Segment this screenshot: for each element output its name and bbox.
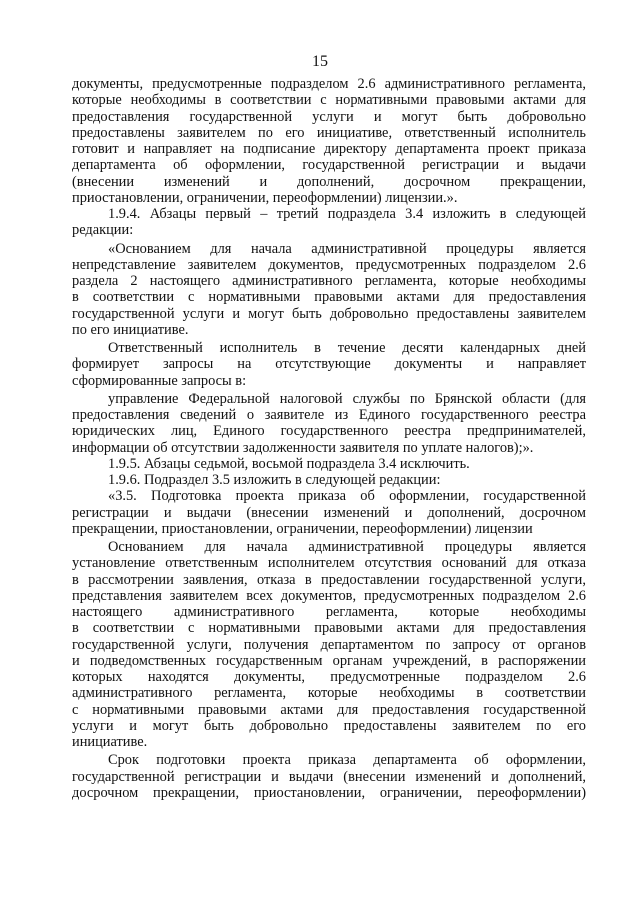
- document-body: [72, 76, 586, 801]
- text-line: Срок подготовки проекта приказа департамента об оформлении,: [108, 752, 586, 769]
- text-line: и подведомственных государственным органам учреждений, в распоряжении: [72, 652, 586, 669]
- text-line: в рассмотрении заявления, отказа в предоставлении государственной услуги,: [72, 571, 586, 588]
- text-line: которые необходимы в соответствии с нормативными правовыми актами для: [72, 92, 586, 109]
- text-line: готовит и направляет на подписание директору департамента проект приказа: [72, 141, 586, 157]
- text-line: которых находятся документы, предусмотренные подразделом 2.6: [72, 669, 586, 685]
- text-line: услуги и могут быть добровольно предоставлены заявителем по его: [72, 717, 586, 734]
- text-line: Основанием для начала административной процедуры является: [108, 539, 586, 555]
- text-line: прекращении, приостановлении, ограничении, переоформлении) лицензии: [72, 520, 533, 537]
- text-line: государственной услуги и могут быть добровольно предоставлены заявителем: [72, 305, 586, 322]
- text-line: 1.9.5. Абзацы седьмой, восьмой подраздела 3.4 исключить.: [108, 455, 470, 472]
- text-line: сформированные запросы в:: [72, 372, 247, 389]
- text-line: установление ответственным исполнителем отсутствия оснований для отказа: [72, 555, 586, 572]
- text-line: по его инициативе.: [72, 321, 189, 338]
- text-line: с нормативными правовыми актами для предоставления государственной: [72, 701, 586, 718]
- text-line: 1.9.6. Подраздел 3.5 изложить в следующей редакции:: [108, 472, 441, 488]
- text-line: документы, предусмотренные подразделом 2.6 административного регламента,: [72, 76, 586, 92]
- text-line: предоставления сведений о заявителе из Единого государственного реестра: [72, 407, 586, 423]
- text-line: предоставления государственной услуги и могут быть добровольно: [72, 108, 586, 125]
- text-line: досрочном прекращении, приостановлении, ограничении, переоформлении): [72, 784, 586, 801]
- text-line: представления заявителем всех документов, предусмотренных подразделом 2.6: [72, 587, 586, 604]
- text-line: приостановлении, ограничении, переоформлении) лицензии.».: [72, 189, 458, 206]
- text-line: редакции:: [72, 222, 134, 239]
- text-line: в соответствии с нормативными правовыми актами для предоставления: [72, 620, 586, 637]
- text-line: раздела 2 настоящего административного регламента, которые необходимы: [72, 273, 586, 289]
- text-line: управление Федеральной налоговой службы по Брянской области (для: [108, 390, 586, 407]
- text-line: «3.5. Подготовка проекта приказа об оформлении, государственной: [108, 488, 586, 505]
- text-line: в соответствии с нормативными правовыми актами для предоставления: [72, 289, 586, 306]
- text-line: предоставлены заявителем по его инициативе, ответственный исполнитель: [72, 124, 586, 141]
- text-line: юридических лиц, Единого государственного реестра предпринимателей,: [72, 423, 586, 440]
- text-line: «Основанием для начала административной процедуры является: [108, 240, 586, 257]
- text-line: государственной услуги, получения департаментом по запросу от органов: [72, 636, 586, 653]
- text-line: государственной регистрации и выдачи (внесении изменений и дополнений,: [72, 768, 586, 785]
- text-line: формирует запросы на отсутствующие документы и направляет: [72, 356, 586, 373]
- text-line: регистрации и выдачи (внесении изменений и дополнений, досрочном: [72, 504, 586, 521]
- page-number: 15: [312, 53, 328, 70]
- text-line: непредставление заявителем документов, предусмотренных подразделом 2.6: [72, 256, 586, 273]
- text-line: 1.9.4. Абзацы первый – третий подраздела 3.4 изложить в следующей: [108, 206, 586, 222]
- text-line: административного регламента, которые необходимы в соответствии: [72, 685, 586, 702]
- text-line: информации об отсутствии задолженности заявителя по уплате налогов);».: [72, 439, 534, 456]
- text-line: Ответственный исполнитель в течение десяти календарных дней: [108, 340, 586, 356]
- text-line: настоящего административного регламента, которые необходимы: [72, 604, 586, 620]
- text-line: департамента об оформлении, государственной регистрации и выдачи: [72, 157, 586, 174]
- text-line: инициативе.: [72, 734, 148, 750]
- text-line: (внесении изменений и дополнений, досрочном прекращении,: [72, 173, 586, 190]
